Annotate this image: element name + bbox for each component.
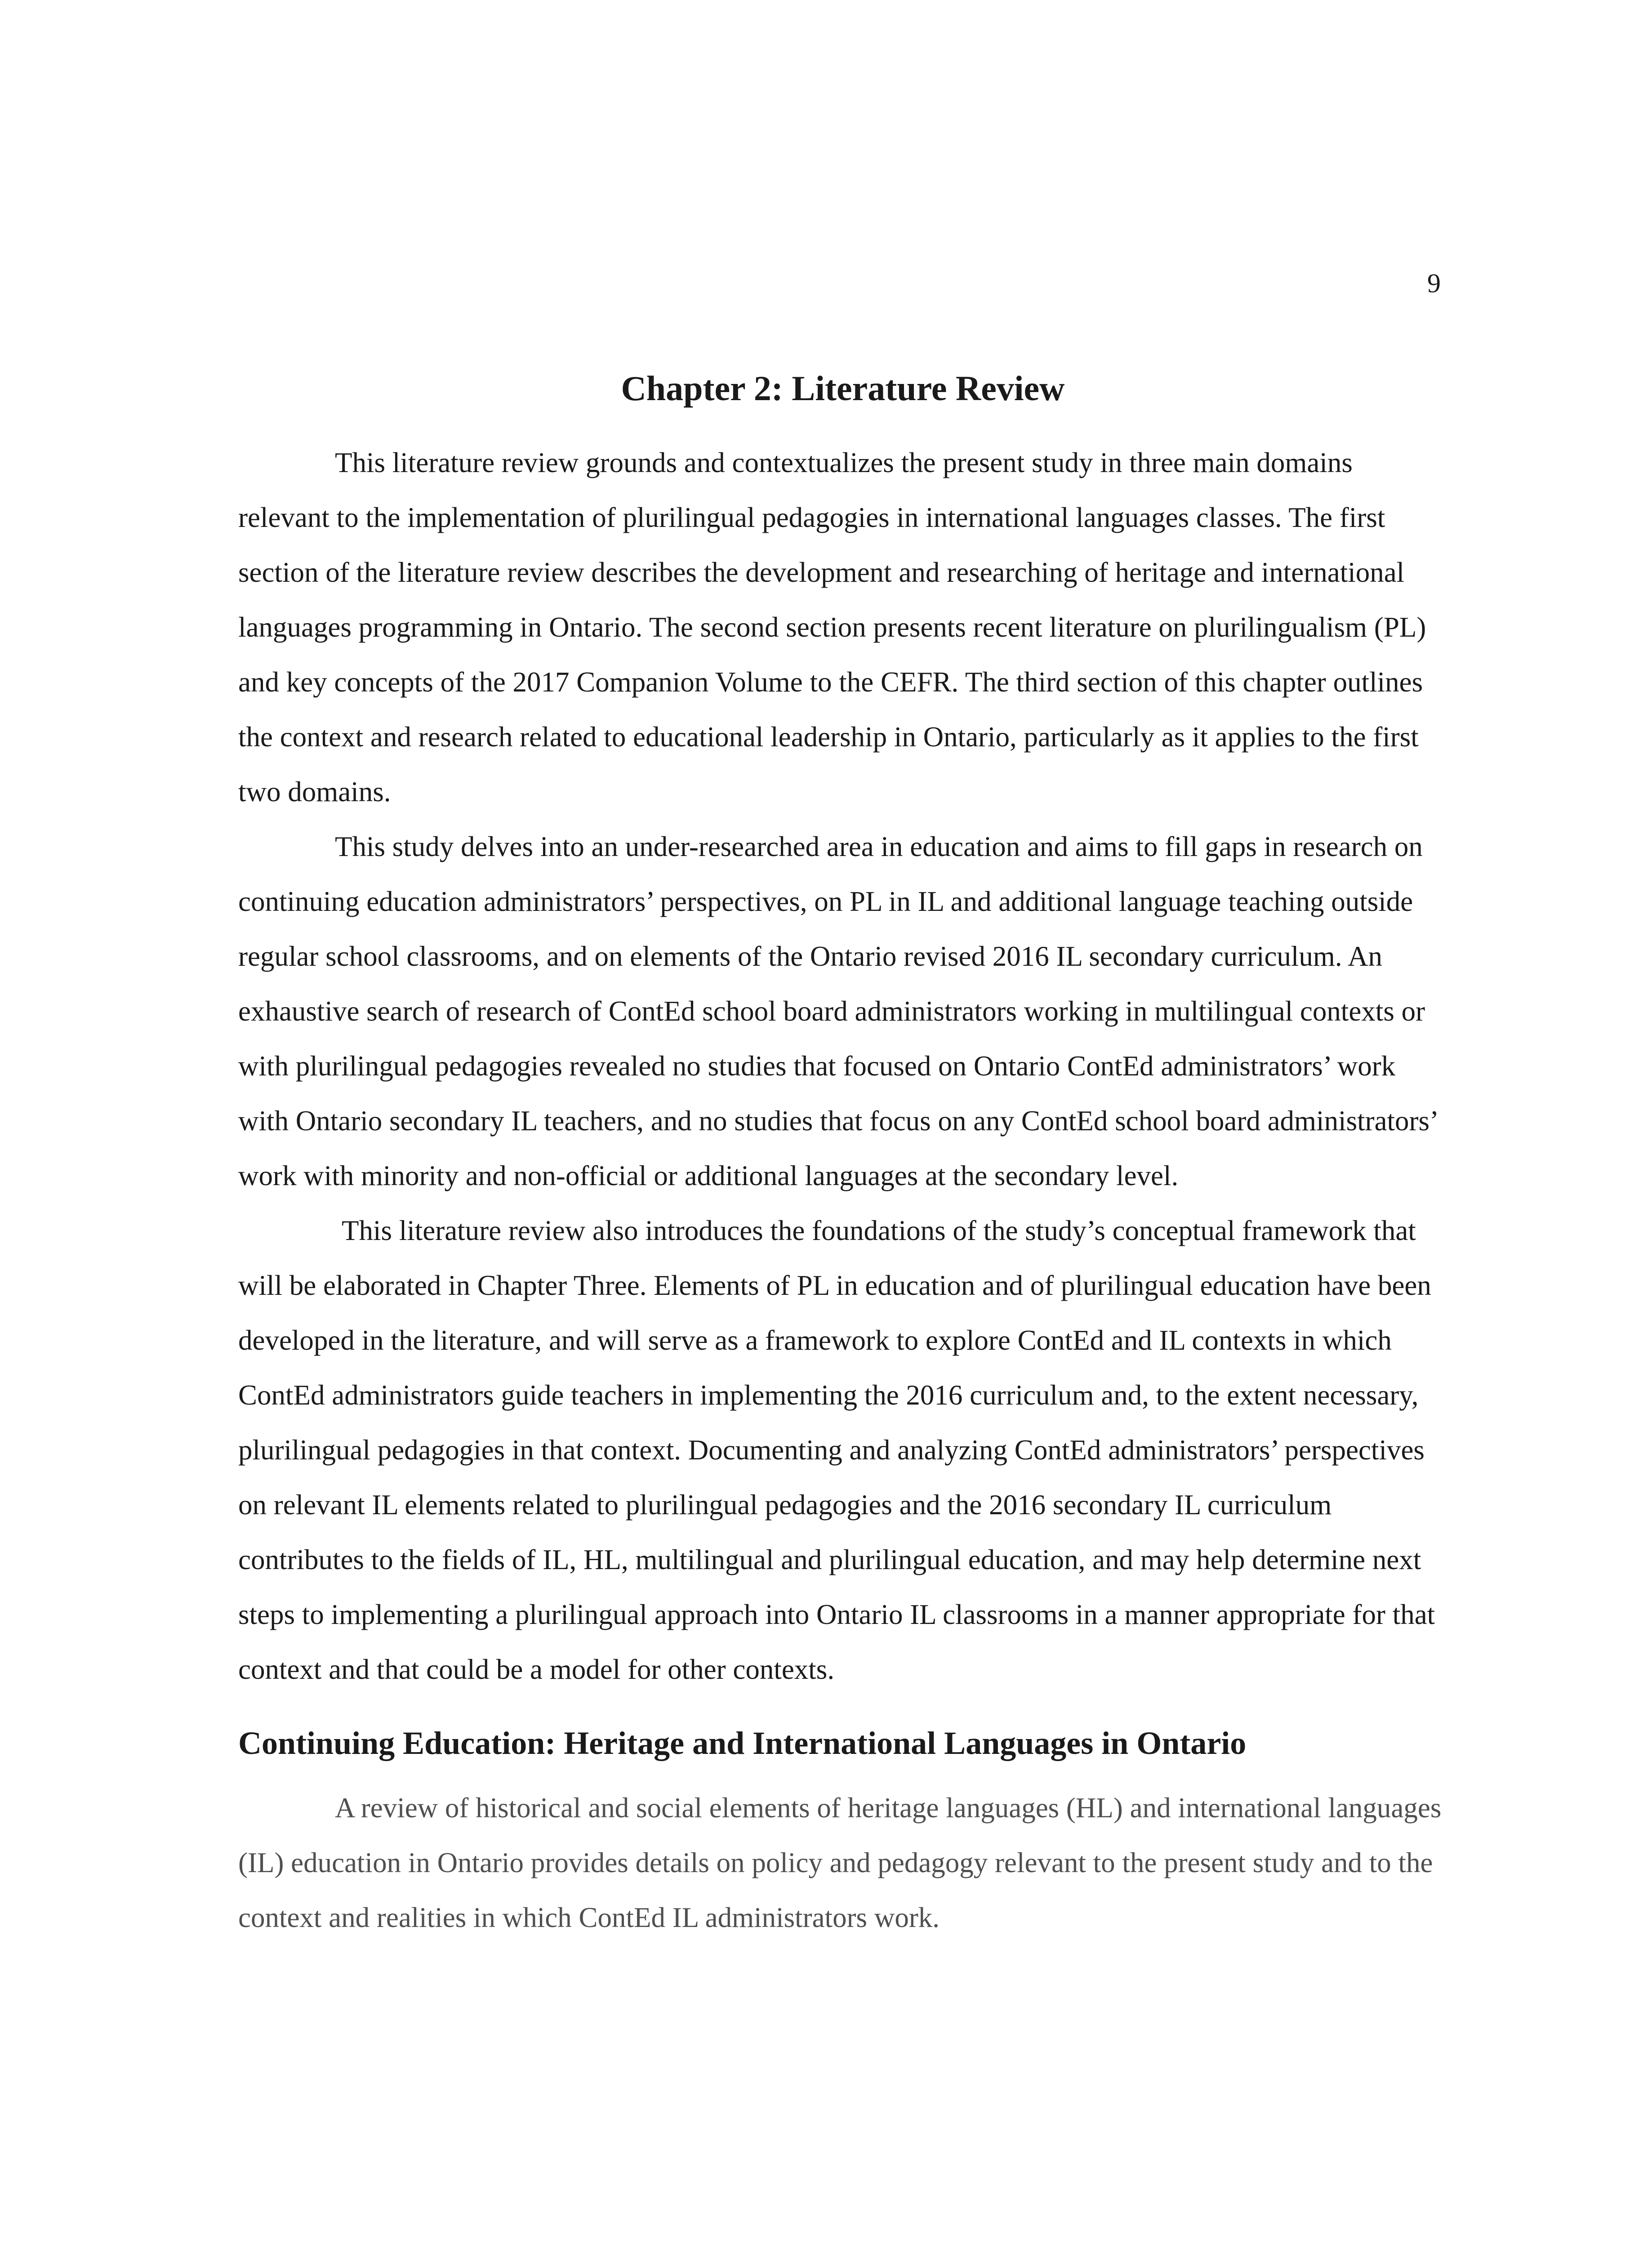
section-heading: Continuing Education: Heritage and International Languages in Ontario: [238, 1725, 1247, 1761]
paragraph-conceptual-framework: This literature review also introduces the foundations of the study’s conceptual framework that will be elaborated in Chapter Three. Elements of PL in education and of plurilingual education have been developed in the literature, and will serve as a framework to explore ContEd and IL contexts in which ContEd administrators guide teachers in implementing the 2016 curriculum and, to the extent necessary, plurilingual pedagogies in that context. Documenting and analyzing ContEd administrators’ perspectives on relevant IL elements related to plurilingual pedagogies and the 2016 secondary IL curriculum contributes to the fields of IL, HL, multilingual and plurilingual education, and may help determine next steps to implementing a plurilingual approach into Ontario IL classrooms in a manner appropriate for that context and that could be a model for other contexts.: [238, 1214, 1435, 1685]
document-body: [238, 366, 1447, 1945]
page-number: 9: [1427, 268, 1441, 298]
chapter-title: Chapter 2: Literature Review: [621, 369, 1065, 408]
paragraph-section-intro: A review of historical and social elements of heritage languages (HL) and international languages (IL) education in Ontario provides details on policy and pedagogy relevant to the present study and to the context and realities in which ContEd IL administrators work.: [238, 1792, 1442, 1933]
paragraph-research-gap: This study delves into an under-researched area in education and aims to fill gaps in research on continuing education administrators’ perspectives, on PL in IL and additional language teaching outside regular school classrooms, and on elements of the Ontario revised 2016 IL secondary curriculum. An exhaustive search of research of ContEd school board administrators working in multilingual contexts or with plurilingual pedagogies revealed no studies that focused on Ontario ContEd administrators’ work with Ontario secondary IL teachers, and no studies that focus on any ContEd school board administrators’ work with minority and non-official or additional languages at the secondary level.: [238, 830, 1437, 1191]
paragraph-intro: This literature review grounds and contextualizes the present study in three main domains relevant to the implementation of plurilingual pedagogies in international languages classes. The first section of the literature review describes the development and researching of heritage and international languages programming in Ontario. The second section presents recent literature on plurilingualism (PL) and key concepts of the 2017 Companion Volume to the CEFR. The third section of this chapter outlines the context and research related to educational leadership in Ontario, particularly as it applies to the first two domains.: [238, 446, 1426, 807]
